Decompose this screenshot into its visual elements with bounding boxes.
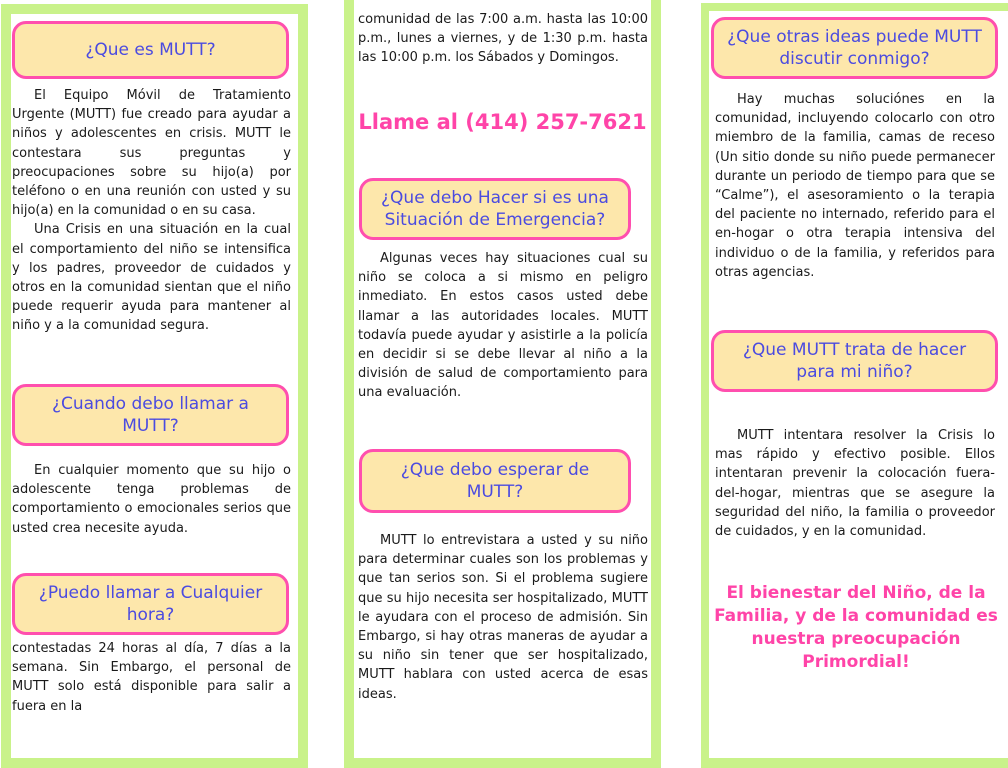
para-trata-hacer-text: MUTT intentara resolver la Crisis lo mas rápido y efectivo posible. Ellos intentaran prevenir la colocación fuera-del-hogar, mientras que se asegure la seguridad del niño, la familia o proveedor de cuidados, y en la comunidad. [715, 428, 995, 540]
motto: El bienestar del Niño, de la Familia, y de la comunidad es nuestra preocupación Primordial! [714, 583, 998, 672]
para-otras-ideas-text: Hay muchas soluciónes en la comunidad, incluyendo colocarlo con otro miembro de la familia, camas de receso (Un sitio donde su niño puede permanecer durante un periodo de tiempo para que se “Calme”), el asesoramiento o la terapia del paciente no internado, referido para el en-hogar o otra terapia intensiva del individuo o de la familia, y referidos para otras agencias. [715, 92, 995, 280]
heading-esperar: ¿Que debo esperar de MUTT? [359, 449, 631, 513]
heading-cuando-llamar: ¿Cuando debo llamar a MUTT? [12, 384, 289, 446]
para-emergencia [358, 249, 648, 403]
para-que-es-mutt-2: Una Crisis en una situación en la cual el comportamiento del niño se intensifica y los padres, proveedor de cuidados y otros en la comunidad sientan que el niño puede requerir ayuda para mantener al niño y a la comunidad segura. [12, 222, 291, 334]
para-horario-text: comunidad de las 7:00 a.m. hasta las 10:00 p.m., lunes a viernes, y de 1:30 p.m. hasta las 10:00 p.m. los Sábados y Domingos. [358, 12, 648, 66]
para-que-es-mutt [12, 86, 291, 336]
phone-number: Llame al (414) 257-7621 [358, 110, 647, 134]
para-horario [358, 10, 648, 68]
heading-trata-hacer: ¿Que MUTT trata de hacer para mi niño? [711, 330, 998, 392]
para-trata-hacer [715, 426, 995, 541]
para-cualquier-hora-text: contestadas 24 horas al día, 7 días a la semana. Sin Embargo, el personal de MUTT solo está disponible para salir a fuera en la [12, 641, 291, 714]
para-que-es-mutt-1: El Equipo Móvil de Tratamiento Urgente (MUTT) fue creado para ayudar a niños y adolescentes en crisis. MUTT le contestara sus preguntas y preocupaciones sobre su hijo(a) por teléfono o en una reunión con usted y su hijo(a) en la comunidad o en su casa. [12, 88, 291, 219]
heading-otras-ideas: ¿Que otras ideas puede MUTT discutir conmigo? [711, 17, 998, 79]
para-cualquier-hora [12, 639, 291, 716]
heading-que-es-mutt: ¿Que es MUTT? [12, 21, 289, 79]
para-emergencia-text: Algunas veces hay situaciones cual su niño se coloca a si mismo en peligro inmediato. En estos casos usted debe llamar a las autoridades locales. MUTT todavía puede ayudar y asistirle a la policía en decidir si se debe llevar al niño a la división de salud de comportamiento para una evaluación. [358, 251, 648, 401]
heading-emergencia: ¿Que debo Hacer si es una Situación de Emergencia? [359, 178, 631, 240]
heading-cualquier-hora: ¿Puedo llamar a Cualquier hora? [12, 573, 289, 635]
para-esperar-text: MUTT lo entrevistara a usted y su niño para determinar cuales son los problemas y que tan serios son. Si el problema sugiere que su hijo necesita ser hospitalizado, MUTT le ayudara con el proceso de admisión. Sin Embargo, si hay otras maneras de ayudar a su niño sin tener que ser hospitalizado, MUTT hablara con usted acerca de esas ideas. [358, 533, 648, 702]
para-otras-ideas [715, 90, 995, 282]
para-cuando-llamar-text: En cualquier momento que su hijo o adolescente tenga problemas de comportamiento o emocionales serios que usted crea necesite ayuda. [12, 463, 291, 536]
para-cuando-llamar [12, 461, 291, 538]
para-esperar [358, 531, 648, 704]
